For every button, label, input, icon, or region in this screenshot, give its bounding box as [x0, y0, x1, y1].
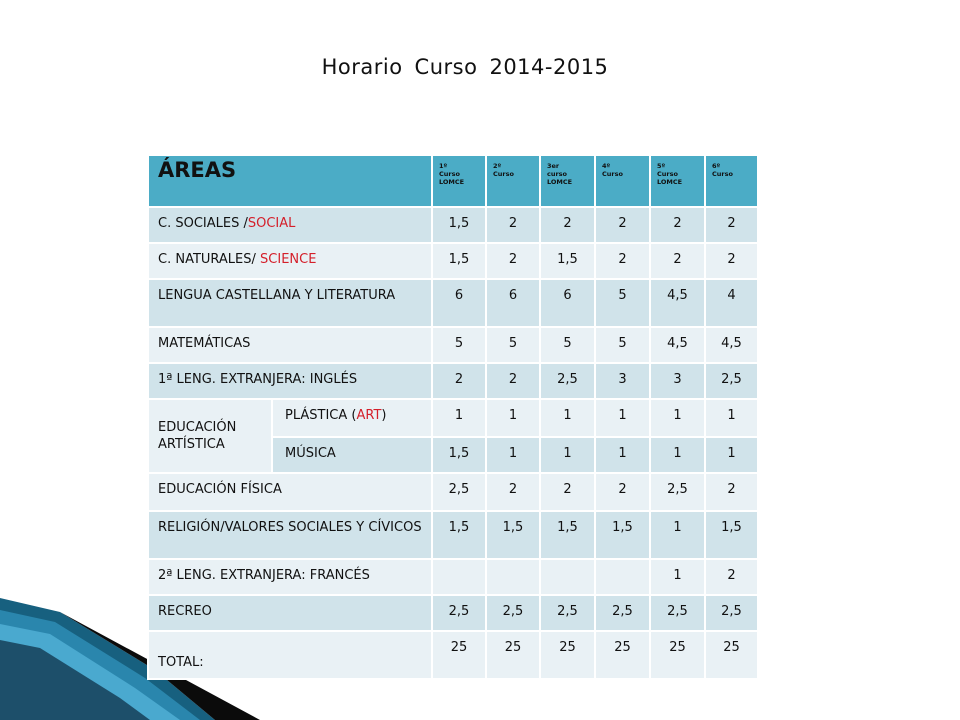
table-row [148, 279, 758, 327]
cell-value: 2,5 [595, 595, 650, 631]
cell-value: 1,5 [595, 511, 650, 559]
cell-value: 5 [486, 327, 540, 363]
row-label-total: TOTAL: [148, 631, 432, 679]
cell-value: 1 [432, 399, 486, 437]
cell-value: 6 [540, 279, 595, 327]
cell-value: 1 [595, 437, 650, 473]
cell-value: 1,5 [432, 243, 486, 279]
table-row [148, 559, 758, 595]
cell-total: 25 [650, 631, 705, 679]
page-title: Horario Curso 2014-2015 [321, 55, 609, 79]
schedule-table [147, 154, 759, 680]
cell-value: 2,5 [540, 363, 595, 399]
row-label: 1ª LENG. EXTRANJERA: INGLÉS [148, 363, 432, 399]
cell-value: 2 [540, 473, 595, 511]
table-row [148, 207, 758, 243]
cell-value: 2 [650, 243, 705, 279]
cell-value: 1,5 [540, 511, 595, 559]
cell-value: 1,5 [432, 511, 486, 559]
header-course-1: 1º Curso LOMCE [432, 155, 486, 207]
header-course-6: 6º Curso [705, 155, 758, 207]
row-sublabel: MÚSICA [272, 437, 432, 473]
row-label: C. NATURALES/ SCIENCE [148, 243, 432, 279]
cell-value [540, 559, 595, 595]
cell-value: 4,5 [650, 279, 705, 327]
row-label: RELIGIÓN/VALORES SOCIALES Y CÍVICOS [148, 511, 432, 559]
cell-value: 1 [540, 399, 595, 437]
header-course-4: 4º Curso [595, 155, 650, 207]
table-row [148, 595, 758, 631]
cell-value: 1,5 [705, 511, 758, 559]
cell-value: 3 [650, 363, 705, 399]
row-sublabel: PLÁSTICA (ART) [272, 399, 432, 437]
cell-value: 1 [650, 399, 705, 437]
cell-value: 2,5 [540, 595, 595, 631]
cell-total: 25 [486, 631, 540, 679]
cell-value: 1 [650, 511, 705, 559]
cell-value [595, 559, 650, 595]
cell-total: 25 [705, 631, 758, 679]
cell-value: 2 [486, 363, 540, 399]
row-label: LENGUA CASTELLANA Y LITERATURA [148, 279, 432, 327]
cell-total: 25 [432, 631, 486, 679]
row-label: RECREO [148, 595, 432, 631]
cell-value: 2,5 [705, 595, 758, 631]
cell-value: 6 [432, 279, 486, 327]
cell-value: 2 [486, 473, 540, 511]
header-course-2: 2º Curso [486, 155, 540, 207]
cell-value: 2 [595, 243, 650, 279]
cell-value: 2 [705, 559, 758, 595]
cell-value: 2 [650, 207, 705, 243]
cell-value: 5 [432, 327, 486, 363]
cell-value: 2 [595, 473, 650, 511]
cell-value: 2 [432, 363, 486, 399]
cell-value: 1 [650, 437, 705, 473]
table-row [148, 363, 758, 399]
cell-value: 2,5 [650, 473, 705, 511]
cell-value: 1,5 [540, 243, 595, 279]
cell-value: 1,5 [432, 437, 486, 473]
cell-value: 2,5 [432, 473, 486, 511]
cell-value: 1,5 [432, 207, 486, 243]
cell-value: 1 [705, 399, 758, 437]
cell-value [486, 559, 540, 595]
cell-value: 1 [650, 559, 705, 595]
cell-value: 1 [595, 399, 650, 437]
table-row [148, 243, 758, 279]
cell-value: 1 [486, 437, 540, 473]
cell-value: 5 [595, 327, 650, 363]
cell-value: 5 [540, 327, 595, 363]
cell-value: 2,5 [705, 363, 758, 399]
row-label: MATEMÁTICAS [148, 327, 432, 363]
table-row-total [148, 631, 758, 679]
cell-value: 2 [705, 207, 758, 243]
header-course-5: 5º Curso LOMCE [650, 155, 705, 207]
cell-value: 2,5 [650, 595, 705, 631]
row-label: C. SOCIALES /SOCIAL [148, 207, 432, 243]
table-row [148, 473, 758, 511]
cell-value: 2 [705, 243, 758, 279]
cell-value: 2 [540, 207, 595, 243]
cell-value: 2 [486, 243, 540, 279]
cell-value: 1 [540, 437, 595, 473]
table-row [148, 327, 758, 363]
cell-value: 2,5 [486, 595, 540, 631]
cell-value: 1 [705, 437, 758, 473]
cell-value: 4,5 [705, 327, 758, 363]
cell-value: 1,5 [486, 511, 540, 559]
cell-value: 6 [486, 279, 540, 327]
cell-value: 4,5 [650, 327, 705, 363]
cell-value: 2,5 [432, 595, 486, 631]
row-label: EDUCACIÓN FÍSICA [148, 473, 432, 511]
cell-value: 3 [595, 363, 650, 399]
header-course-3: 3er curso LOMCE [540, 155, 595, 207]
table-row [148, 511, 758, 559]
cell-value: 2 [705, 473, 758, 511]
cell-value: 2 [595, 207, 650, 243]
table-header-row [148, 155, 758, 207]
cell-value: 1 [486, 399, 540, 437]
cell-value [432, 559, 486, 595]
cell-total: 25 [540, 631, 595, 679]
cell-total: 25 [595, 631, 650, 679]
header-areas: ÁREAS [148, 155, 432, 207]
cell-value: 4 [705, 279, 758, 327]
row-label: 2ª LENG. EXTRANJERA: FRANCÉS [148, 559, 432, 595]
cell-value: 5 [595, 279, 650, 327]
table-row [148, 399, 758, 437]
row-label-artistica: EDUCACIÓN ARTÍSTICA [148, 399, 272, 473]
cell-value: 2 [486, 207, 540, 243]
